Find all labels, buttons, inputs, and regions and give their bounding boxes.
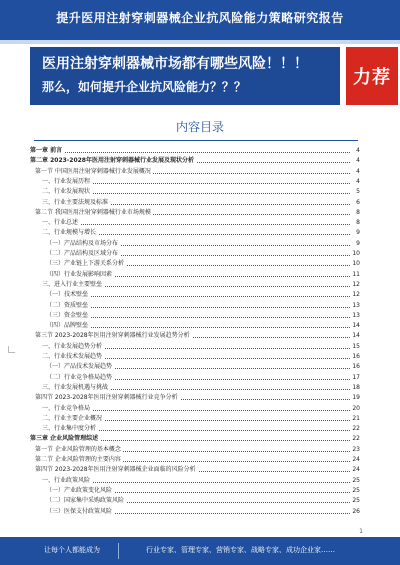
toc-entry-page: 25 — [352, 486, 360, 494]
toc-leader-dots — [46, 327, 350, 328]
toc-entry-title: （四）品牌壁垒 — [46, 322, 89, 330]
toc-entry[interactable] — [30, 146, 360, 156]
toc-entry[interactable] — [35, 331, 360, 341]
toc-entry-page: 13 — [352, 301, 360, 309]
toc-entry-title: 第一章 前言 — [30, 147, 63, 154]
toc-entry-page: 24 — [352, 456, 360, 463]
toc-entry-title: 一、行业发展历程 — [42, 177, 91, 185]
toc-entry-title: 二、行业规模与增长 — [42, 229, 97, 237]
toc-entry[interactable] — [46, 290, 360, 300]
banner-subline: 那么，如何提升企业抗风险能力？？？ — [42, 80, 247, 94]
toc-entry[interactable] — [42, 187, 360, 197]
toc-entry-title: （一）技术壁垒 — [46, 291, 89, 299]
recommend-badge: 力荐 — [346, 47, 398, 105]
toc-entry[interactable] — [35, 465, 360, 475]
toc-entry-page: 19 — [352, 394, 360, 402]
promo-banner — [30, 47, 340, 105]
toc-entry-title: （一）产品技术发展趋势 — [46, 363, 113, 371]
toc-entry-page: 16 — [352, 353, 360, 360]
toc-entry[interactable] — [35, 455, 360, 465]
toc-leader-dots — [46, 307, 350, 308]
toc-entry-title: （四）行业发展影响因素 — [46, 270, 113, 278]
banner-headline: 医用注射穿刺器械市场都有哪些风险！！！ — [42, 56, 308, 72]
toc-entry[interactable] — [30, 156, 360, 166]
toc-entry-page: 4 — [351, 177, 360, 187]
toc-entry-title: （三）产业链上下游关系分析 — [46, 260, 125, 268]
toc-entry-title: （二）国家集中采购政策风险 — [46, 497, 125, 505]
toc-entry-page: 25 — [352, 497, 360, 505]
toc-entry[interactable] — [46, 259, 360, 269]
toc-entry[interactable] — [42, 404, 360, 414]
toc-entry[interactable] — [42, 424, 360, 434]
toc-entry-page: 9 — [351, 228, 360, 238]
toc-divider — [34, 140, 358, 141]
toc-entry[interactable] — [42, 228, 360, 238]
toc-heading: 内容目录 — [175, 120, 224, 134]
toc-entry[interactable] — [42, 280, 360, 290]
toc-entry[interactable] — [42, 383, 360, 393]
toc-entry[interactable] — [46, 321, 360, 331]
toc-entry-page: 15 — [352, 342, 360, 350]
toc-leader-dots — [42, 224, 350, 225]
toc-entry[interactable] — [42, 352, 360, 362]
toc-entry-title: （二）资质壁垒 — [46, 301, 89, 309]
toc-entry-page: 26 — [352, 507, 360, 515]
toc-entry-page: 22 — [352, 425, 360, 433]
toc-entry-title: 第三章 企业风险管理综述 — [30, 435, 99, 443]
toc-entry-page: 18 — [352, 383, 360, 391]
toc-entry-page: 10 — [352, 260, 360, 268]
report-title: 提升医用注射穿刺器械企业抗风险能力策略研究报告 — [56, 11, 344, 25]
toc-entry-page: 12 — [352, 280, 360, 288]
toc-entry-title: 第二章 2023-2028年医用注射穿刺器械行业发展及现状分析 — [30, 157, 194, 165]
toc-entry-title: 二、行业技术发展趋势 — [42, 353, 103, 360]
toc-entry-title: （三）资金壁垒 — [46, 311, 89, 319]
toc-entry-title: 第一节 中国医用注射穿刺器械行业发展概况 — [35, 167, 151, 175]
toc-entry[interactable] — [46, 301, 360, 311]
toc-entry[interactable] — [46, 270, 360, 280]
toc-entry-page: 8 — [351, 208, 360, 218]
toc-entry-title: 一、行业政策风险 — [42, 476, 91, 484]
toc-entry-page: 4 — [351, 156, 360, 166]
toc-entry[interactable] — [46, 249, 360, 259]
toc-entry-page: 11 — [352, 270, 360, 278]
toc-entry-title: 三、行业发展机遇与挑战 — [42, 383, 109, 391]
toc-entry-page: 10 — [352, 250, 360, 257]
toc-entry-page: 6 — [351, 198, 360, 208]
toc-entry[interactable] — [35, 393, 360, 403]
toc-entry[interactable] — [46, 507, 360, 517]
toc-entry[interactable] — [42, 414, 360, 424]
toc-entry-title: 第四节 2023-2028年医用注射穿刺器械企业面临的风险分析 — [35, 466, 196, 474]
toc-entry-page: 4 — [351, 167, 360, 177]
toc-entry[interactable] — [46, 486, 360, 496]
toc-entry-title: 一、行业总述 — [42, 219, 79, 227]
toc-entry-page: 14 — [352, 332, 360, 340]
toc-entry-page: 23 — [352, 445, 360, 453]
toc-entry-title: 第二节 企业风险管理的主要内容 — [35, 456, 121, 463]
toc-entry[interactable] — [42, 218, 360, 228]
toc-entry-title: （三）医保支付政策风险 — [46, 507, 113, 515]
toc-entry-title: 第一节 企业风险管理的基本概念 — [35, 445, 121, 453]
toc-entry-page: 25 — [352, 476, 360, 484]
toc-entry-title: 二、行业发展现状 — [42, 188, 91, 196]
page-number: 1 — [359, 528, 363, 535]
toc-entry-page: 20 — [352, 404, 360, 412]
toc-entry[interactable] — [35, 445, 360, 455]
toc-entry[interactable] — [35, 167, 360, 177]
toc-entry[interactable] — [46, 311, 360, 321]
toc-leader-dots — [46, 317, 350, 318]
toc-entry[interactable] — [46, 496, 360, 506]
header-divider — [0, 40, 400, 44]
toc-entry-title: （一）产业政策变化风险 — [46, 486, 113, 494]
toc-entry-title: 一、行业竞争格局 — [42, 404, 91, 412]
toc-leader-dots — [30, 152, 350, 153]
toc-entry[interactable] — [35, 208, 360, 218]
footer-bar — [0, 537, 400, 565]
toc-entry[interactable] — [30, 434, 360, 444]
toc-entry[interactable] — [42, 177, 360, 187]
toc-entry-title: （二）行业竞争格局趋势 — [46, 373, 113, 381]
toc-entry-title: 三、进入行业主要壁垒 — [42, 280, 103, 288]
toc-entry-title: 二、行业主要企业概况 — [42, 414, 103, 422]
toc-entry[interactable] — [42, 342, 360, 352]
toc-entry-page: 17 — [352, 373, 360, 381]
toc-entry-page: 5 — [351, 187, 360, 197]
toc-entry-page: 22 — [352, 435, 360, 443]
footer-tagline: 行业专家、管理专家、营销专家、战略专家、成功企业家…… — [146, 546, 335, 554]
toc-entry[interactable] — [46, 373, 360, 383]
toc-entry-title: （二）产品结构及区域分布 — [46, 250, 119, 257]
toc-entry-title: 一、行业发展趋势分析 — [42, 342, 103, 350]
toc-entry-page: 12 — [352, 291, 360, 299]
toc-entry-title: 第二节 我国医用注射穿刺器械行业市场规模 — [35, 208, 151, 216]
toc-entry-title: 第四节 2023-2028年医用注射穿刺器械行业竞争分析 — [35, 394, 178, 402]
page-corner-mark — [8, 346, 15, 353]
toc-entry[interactable] — [42, 476, 360, 486]
toc-entry-page: 24 — [352, 466, 360, 474]
toc-entry-title: （一）产品结构及市场分布 — [46, 239, 119, 247]
toc-entry-page: 21 — [352, 414, 360, 422]
toc-entry[interactable] — [46, 362, 360, 372]
toc-entry-page: 14 — [352, 322, 360, 330]
toc-entry[interactable] — [46, 239, 360, 249]
toc-entry-title: 三、行业主要法规及标准 — [42, 198, 109, 206]
toc-entry-page: 4 — [351, 146, 360, 156]
toc-leader-dots — [46, 296, 350, 297]
toc-entry[interactable] — [42, 198, 360, 208]
footer-slogan: 让每个人都能成为 — [44, 546, 100, 554]
toc-entry-title: 三、行业集中度分析 — [42, 425, 97, 433]
toc-entry-title: 第三节 2023-2028年医用注射穿刺器械行业发展趋势分析 — [35, 332, 190, 340]
toc-entry-page: 16 — [352, 363, 360, 371]
toc-entry-page: 8 — [351, 218, 360, 228]
toc-entry-page: 9 — [351, 239, 360, 249]
footer-separator — [118, 543, 119, 559]
toc-entry-page: 13 — [352, 311, 360, 319]
